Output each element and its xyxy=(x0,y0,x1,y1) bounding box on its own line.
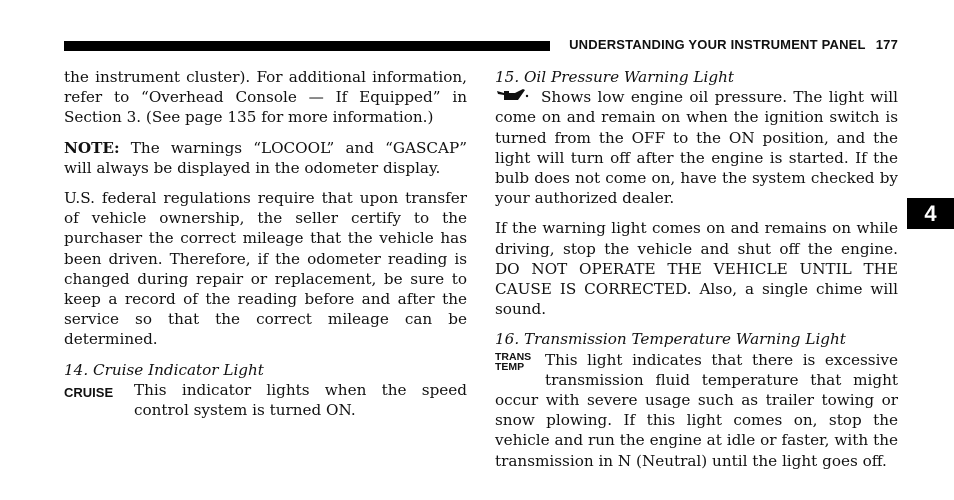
oil-pressure-paragraph xyxy=(495,87,898,208)
right-column xyxy=(495,67,898,481)
note-label: NOTE: xyxy=(64,138,120,157)
cruise-heading: 14. Cruise Indicator Light xyxy=(64,360,264,379)
oil-pressure-heading: 15. Oil Pressure Warning Light xyxy=(495,68,735,86)
cruise-item xyxy=(64,380,467,420)
trans-temp-icon xyxy=(495,350,545,372)
note-text: The warnings “LOCOOL” and “GASCAP” will always be displayed in the odometer display. xyxy=(64,138,468,177)
cruise-icon: CRUISE xyxy=(64,384,114,400)
oil-can-icon-graphic xyxy=(495,87,529,103)
oil-can-icon xyxy=(495,87,541,107)
trans-icon-line1: TRANS xyxy=(495,350,532,363)
left-column xyxy=(64,67,467,420)
odometer-paragraph: U.S. federal regulations require that upon transfer of vehicle ownership, the seller certify to the purchaser the correct mileage that the vehicle has been driven. Therefore, if the odometer reading is changed during repair or replacement, be sure to keep a record of the reading before and after the service so that the correct mileage can be determined. xyxy=(64,189,467,349)
trans-temp-heading: 16. Transmission Temperature Warning Light xyxy=(495,330,846,349)
oil-warning-paragraph: If the warning light comes on and remains on while driving, stop the vehicle and shut off the engine. DO NOT OPERATE THE VEHICLE UNTIL THE CAUSE IS CORRECTED. Also, a single chime will sound. xyxy=(495,219,898,319)
header-rule xyxy=(64,41,550,51)
header-title: UNDERSTANDING YOUR INSTRUMENT PANEL xyxy=(569,37,866,52)
trans-temp-paragraph xyxy=(495,350,898,471)
running-header xyxy=(556,37,898,52)
section-tab: 4 xyxy=(907,198,954,229)
trans-icon-line2: TEMP xyxy=(495,360,525,373)
continued-paragraph: the instrument cluster). For additional information, refer to “Overhead Console — If Equipped” in Section 3. (See page 135 for more information.) xyxy=(64,68,467,127)
page-number: 177 xyxy=(875,37,898,52)
trans-temp-text: This light indicates that there is excessive transmission fluid temperature that might occur with severe usage such as trailer towing or snow plowing. If this light comes on, stop the vehicle and run the engine at idle or faster, with the transmission in N (Neutral) until the light goes off. xyxy=(495,350,898,470)
oil-pressure-text: Shows low engine oil pressure. The light will come on and remain on when the ignition switch is turned from the OFF to the ON position, and the light will turn off after the engine is started. If the bulb does not come on, have the system checked by your authorized dealer. xyxy=(495,88,898,208)
note-paragraph xyxy=(64,138,467,178)
cruise-text: This indicator lights when the speed control system is turned ON. xyxy=(134,380,467,420)
